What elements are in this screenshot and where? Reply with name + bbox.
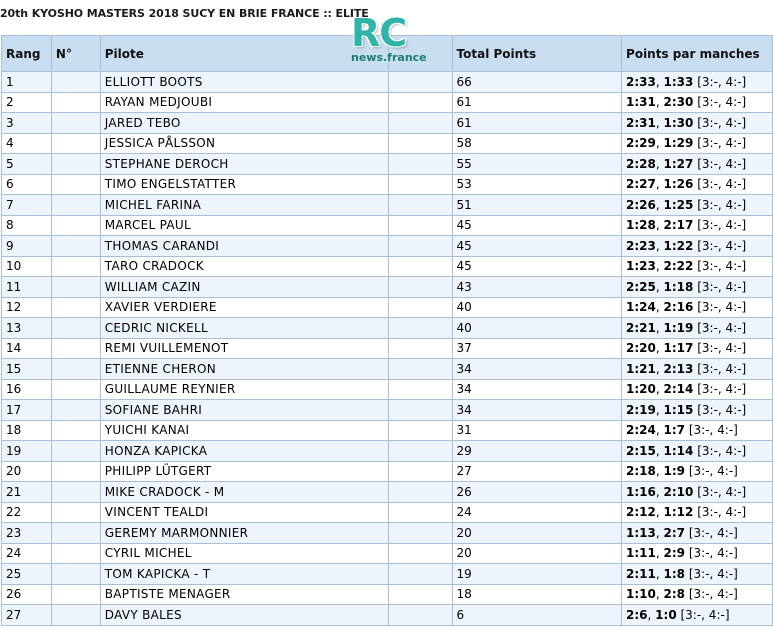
cell-pilote: GEREMY MARMONNIER bbox=[100, 523, 388, 544]
cell-number bbox=[51, 564, 100, 585]
cell-total-points: 43 bbox=[452, 277, 621, 298]
manche-1-points: 1:24 bbox=[626, 300, 656, 315]
cell-pilote: TIMO ENGELSTATTER bbox=[100, 174, 388, 195]
cell-pilote: ETIENNE CHERON bbox=[100, 359, 388, 380]
manche-rest: [3:-, 4:-] bbox=[693, 218, 747, 233]
cell-rang: 2 bbox=[2, 92, 52, 113]
cell-number bbox=[51, 113, 100, 134]
manche-rest: [3:-, 4:-] bbox=[693, 74, 747, 89]
cell-number bbox=[51, 174, 100, 195]
table-row[interactable] bbox=[2, 297, 773, 318]
table-row[interactable] bbox=[2, 256, 773, 277]
rcnews-logo bbox=[349, 13, 439, 69]
manche-1-points: 2:28 bbox=[626, 156, 656, 171]
header-points-par-manches[interactable]: Points par manches bbox=[622, 36, 773, 72]
cell-rang: 21 bbox=[2, 482, 52, 503]
manche-rest: [3:-, 4:-] bbox=[693, 361, 747, 376]
manche-rest: [3:-, 4:-] bbox=[685, 587, 738, 602]
manche-2-points: 1:15 bbox=[663, 402, 694, 417]
cell-rang: 13 bbox=[2, 318, 52, 339]
cell-points-par-manches: 2:27, 1:26 [3:-, 4:-] bbox=[622, 174, 773, 195]
cell-number bbox=[51, 420, 100, 441]
manche-1-points: 1:13 bbox=[626, 525, 656, 540]
cell-pilote: CEDRIC NICKELL bbox=[100, 318, 388, 339]
cell-number bbox=[51, 236, 100, 257]
cell-number bbox=[51, 154, 100, 175]
manche-rest: [3:-, 4:-] bbox=[693, 238, 747, 253]
manche-rest: [3:-, 4:-] bbox=[693, 320, 747, 335]
cell-total-points: 40 bbox=[452, 318, 621, 339]
manche-2-points: 2:16 bbox=[663, 300, 694, 315]
manche-2-points: 2:30 bbox=[663, 95, 694, 110]
cell-number bbox=[51, 359, 100, 380]
cell-rang: 20 bbox=[2, 461, 52, 482]
manche-rest: [3:-, 4:-] bbox=[685, 525, 738, 540]
cell-total-points: 6 bbox=[452, 605, 621, 626]
manche-rest: [3:-, 4:-] bbox=[693, 197, 747, 212]
cell-points-par-manches: 2:26, 1:25 [3:-, 4:-] bbox=[622, 195, 773, 216]
cell-number bbox=[51, 92, 100, 113]
cell-blank bbox=[388, 72, 452, 93]
cell-number bbox=[51, 400, 100, 421]
cell-points-par-manches: 2:6, 1:0 [3:-, 4:-] bbox=[622, 605, 773, 626]
cell-points-par-manches: 2:25, 1:18 [3:-, 4:-] bbox=[622, 277, 773, 298]
cell-number bbox=[51, 297, 100, 318]
cell-blank bbox=[388, 379, 452, 400]
cell-total-points: 66 bbox=[452, 72, 621, 93]
manche-2-points: 1:26 bbox=[663, 177, 694, 192]
cell-number bbox=[51, 482, 100, 503]
cell-number bbox=[51, 502, 100, 523]
cell-points-par-manches: 1:24, 2:16 [3:-, 4:-] bbox=[622, 297, 773, 318]
manche-1-points: 2:15 bbox=[626, 443, 656, 458]
manche-1-points: 1:16 bbox=[626, 484, 656, 499]
cell-number bbox=[51, 277, 100, 298]
manche-rest: [3:-, 4:-] bbox=[693, 95, 747, 110]
cell-rang: 11 bbox=[2, 277, 52, 298]
cell-pilote: MICHEL FARINA bbox=[100, 195, 388, 216]
manche-rest: [3:-, 4:-] bbox=[693, 177, 747, 192]
cell-total-points: 37 bbox=[452, 338, 621, 359]
manche-2-points: 1:12 bbox=[663, 505, 694, 520]
cell-pilote: MARCEL PAUL bbox=[100, 215, 388, 236]
manche-2-points: 1:18 bbox=[663, 279, 694, 294]
table-row[interactable] bbox=[2, 195, 773, 216]
cell-blank bbox=[388, 318, 452, 339]
cell-total-points: 26 bbox=[452, 482, 621, 503]
cell-pilote: DAVY BALES bbox=[100, 605, 388, 626]
cell-total-points: 34 bbox=[452, 379, 621, 400]
cell-blank bbox=[388, 297, 452, 318]
manche-rest: [3:-, 4:-] bbox=[693, 402, 747, 417]
cell-total-points: 19 bbox=[452, 564, 621, 585]
header-number[interactable]: N° bbox=[51, 36, 100, 72]
cell-total-points: 45 bbox=[452, 215, 621, 236]
table-row[interactable] bbox=[2, 338, 773, 359]
table-row[interactable] bbox=[2, 277, 773, 298]
cell-total-points: 61 bbox=[452, 92, 621, 113]
header-rang[interactable]: Rang bbox=[2, 36, 52, 72]
manche-1-points: 2:21 bbox=[626, 320, 656, 335]
cell-pilote: JESSICA PÅLSSON bbox=[100, 133, 388, 154]
manche-2-points: 1:0 bbox=[655, 607, 677, 622]
cell-points-par-manches: 2:24, 1:7 [3:-, 4:-] bbox=[622, 420, 773, 441]
table-row[interactable] bbox=[2, 318, 773, 339]
cell-blank bbox=[388, 92, 452, 113]
manche-1-points: 2:26 bbox=[626, 197, 656, 212]
cell-rang: 8 bbox=[2, 215, 52, 236]
manche-rest: [3:-, 4:-] bbox=[685, 566, 738, 581]
results-table bbox=[1, 35, 773, 626]
manche-1-points: 2:31 bbox=[626, 115, 656, 130]
cell-pilote: PHILIPP LÜTGERT bbox=[100, 461, 388, 482]
cell-rang: 27 bbox=[2, 605, 52, 626]
cell-points-par-manches: 1:11, 2:9 [3:-, 4:-] bbox=[622, 543, 773, 564]
cell-total-points: 51 bbox=[452, 195, 621, 216]
cell-blank bbox=[388, 400, 452, 421]
cell-blank bbox=[388, 359, 452, 380]
cell-blank bbox=[388, 543, 452, 564]
cell-rang: 26 bbox=[2, 584, 52, 605]
cell-total-points: 55 bbox=[452, 154, 621, 175]
manche-rest: [3:-, 4:-] bbox=[685, 546, 738, 561]
cell-total-points: 24 bbox=[452, 502, 621, 523]
cell-rang: 24 bbox=[2, 543, 52, 564]
cell-number bbox=[51, 318, 100, 339]
cell-number bbox=[51, 215, 100, 236]
table-row[interactable] bbox=[2, 379, 773, 400]
manche-rest: [3:-, 4:-] bbox=[693, 279, 747, 294]
cell-points-par-manches: 2:23, 1:22 [3:-, 4:-] bbox=[622, 236, 773, 257]
cell-total-points: 34 bbox=[452, 359, 621, 380]
cell-total-points: 31 bbox=[452, 420, 621, 441]
manche-2-points: 2:7 bbox=[663, 525, 686, 540]
cell-number bbox=[51, 523, 100, 544]
manche-2-points: 2:8 bbox=[663, 587, 686, 602]
cell-pilote: VINCENT TEALDI bbox=[100, 502, 388, 523]
cell-total-points: 58 bbox=[452, 133, 621, 154]
manche-1-points: 2:23 bbox=[626, 238, 656, 253]
cell-blank bbox=[388, 420, 452, 441]
manche-2-points: 1:27 bbox=[663, 156, 694, 171]
table-row[interactable] bbox=[2, 461, 773, 482]
manche-rest: [3:-, 4:-] bbox=[693, 156, 747, 171]
cell-blank bbox=[388, 113, 452, 134]
cell-blank bbox=[388, 441, 452, 462]
cell-total-points: 27 bbox=[452, 461, 621, 482]
manche-1-points: 2:25 bbox=[626, 279, 656, 294]
cell-rang: 19 bbox=[2, 441, 52, 462]
cell-points-par-manches: 2:29, 1:29 [3:-, 4:-] bbox=[622, 133, 773, 154]
manche-1-points: 2:33 bbox=[626, 74, 656, 89]
cell-blank bbox=[388, 256, 452, 277]
manche-1-points: 2:11 bbox=[626, 566, 656, 581]
manche-1-points: 2:19 bbox=[626, 402, 656, 417]
manche-2-points: 2:17 bbox=[663, 218, 694, 233]
manche-1-points: 1:31 bbox=[626, 95, 656, 110]
cell-total-points: 53 bbox=[452, 174, 621, 195]
cell-pilote: TARO CRADOCK bbox=[100, 256, 388, 277]
manche-1-points: 2:29 bbox=[626, 136, 656, 151]
manche-1-points: 2:12 bbox=[626, 505, 656, 520]
manche-2-points: 1:19 bbox=[663, 320, 694, 335]
manche-rest: [3:-, 4:-] bbox=[693, 341, 747, 356]
cell-total-points: 45 bbox=[452, 256, 621, 277]
cell-pilote: REMI VUILLEMENOT bbox=[100, 338, 388, 359]
cell-number bbox=[51, 584, 100, 605]
cell-total-points: 34 bbox=[452, 400, 621, 421]
table-row[interactable] bbox=[2, 113, 773, 134]
cell-rang: 17 bbox=[2, 400, 52, 421]
cell-points-par-manches: 2:21, 1:19 [3:-, 4:-] bbox=[622, 318, 773, 339]
cell-number bbox=[51, 461, 100, 482]
table-row[interactable] bbox=[2, 502, 773, 523]
cell-blank bbox=[388, 174, 452, 195]
cell-pilote: WILLIAM CAZIN bbox=[100, 277, 388, 298]
manche-1-points: 1:11 bbox=[626, 546, 656, 561]
cell-rang: 15 bbox=[2, 359, 52, 380]
table-row[interactable] bbox=[2, 72, 773, 93]
cell-points-par-manches: 2:20, 1:17 [3:-, 4:-] bbox=[622, 338, 773, 359]
cell-rang: 14 bbox=[2, 338, 52, 359]
cell-blank bbox=[388, 502, 452, 523]
manche-2-points: 2:9 bbox=[663, 546, 686, 561]
cell-total-points: 18 bbox=[452, 584, 621, 605]
table-row[interactable] bbox=[2, 174, 773, 195]
table-row[interactable] bbox=[2, 543, 773, 564]
cell-points-par-manches: 2:15, 1:14 [3:-, 4:-] bbox=[622, 441, 773, 462]
cell-number bbox=[51, 605, 100, 626]
manche-2-points: 1:25 bbox=[663, 197, 694, 212]
manche-rest: [3:-, 4:-] bbox=[693, 259, 747, 274]
manche-2-points: 1:29 bbox=[663, 136, 694, 151]
cell-pilote: BAPTISTE MENAGER bbox=[100, 584, 388, 605]
cell-pilote: GUILLAUME REYNIER bbox=[100, 379, 388, 400]
cell-rang: 7 bbox=[2, 195, 52, 216]
manche-2-points: 1:9 bbox=[663, 464, 686, 479]
cell-pilote: TOM KAPICKA - T bbox=[100, 564, 388, 585]
cell-total-points: 20 bbox=[452, 543, 621, 564]
cell-blank bbox=[388, 215, 452, 236]
manche-2-points: 1:17 bbox=[663, 341, 694, 356]
cell-blank bbox=[388, 154, 452, 175]
table-row[interactable] bbox=[2, 564, 773, 585]
cell-points-par-manches: 1:13, 2:7 [3:-, 4:-] bbox=[622, 523, 773, 544]
cell-rang: 3 bbox=[2, 113, 52, 134]
manche-1-points: 2:6 bbox=[626, 607, 648, 622]
cell-pilote: STEPHANE DEROCH bbox=[100, 154, 388, 175]
cell-rang: 18 bbox=[2, 420, 52, 441]
cell-pilote: CYRIL MICHEL bbox=[100, 543, 388, 564]
manche-1-points: 1:23 bbox=[626, 259, 656, 274]
cell-points-par-manches: 2:11, 1:8 [3:-, 4:-] bbox=[622, 564, 773, 585]
cell-points-par-manches: 2:19, 1:15 [3:-, 4:-] bbox=[622, 400, 773, 421]
header-pilote[interactable]: Pilote bbox=[100, 36, 388, 72]
cell-blank bbox=[388, 277, 452, 298]
table-row[interactable] bbox=[2, 359, 773, 380]
table-row[interactable] bbox=[2, 605, 773, 626]
header-total-points[interactable]: Total Points bbox=[452, 36, 621, 72]
manche-2-points: 1:33 bbox=[663, 74, 694, 89]
manche-rest: [3:-, 4:-] bbox=[693, 300, 747, 315]
cell-pilote: YUICHI KANAI bbox=[100, 420, 388, 441]
cell-points-par-manches: 1:20, 2:14 [3:-, 4:-] bbox=[622, 379, 773, 400]
cell-points-par-manches: 1:28, 2:17 [3:-, 4:-] bbox=[622, 215, 773, 236]
manche-rest: [3:-, 4:-] bbox=[693, 484, 747, 499]
cell-blank bbox=[388, 482, 452, 503]
table-row[interactable] bbox=[2, 523, 773, 544]
cell-points-par-manches: 2:28, 1:27 [3:-, 4:-] bbox=[622, 154, 773, 175]
table-row[interactable] bbox=[2, 441, 773, 462]
manche-rest: [3:-, 4:-] bbox=[685, 464, 738, 479]
manche-rest: [3:-, 4:-] bbox=[693, 443, 747, 458]
manche-rest: [3:-, 4:-] bbox=[693, 136, 747, 151]
cell-rang: 10 bbox=[2, 256, 52, 277]
cell-number bbox=[51, 441, 100, 462]
table-row[interactable] bbox=[2, 236, 773, 257]
cell-blank bbox=[388, 564, 452, 585]
manche-1-points: 1:20 bbox=[626, 382, 656, 397]
logo-news-text: news.france bbox=[351, 51, 427, 64]
table-row[interactable] bbox=[2, 400, 773, 421]
manche-1-points: 2:27 bbox=[626, 177, 656, 192]
manche-2-points: 1:7 bbox=[663, 423, 686, 438]
table-row[interactable] bbox=[2, 92, 773, 113]
cell-total-points: 20 bbox=[452, 523, 621, 544]
manche-1-points: 2:18 bbox=[626, 464, 656, 479]
cell-total-points: 45 bbox=[452, 236, 621, 257]
cell-number bbox=[51, 256, 100, 277]
cell-total-points: 61 bbox=[452, 113, 621, 134]
cell-points-par-manches: 2:18, 1:9 [3:-, 4:-] bbox=[622, 461, 773, 482]
cell-number bbox=[51, 195, 100, 216]
manche-1-points: 1:10 bbox=[626, 587, 656, 602]
cell-total-points: 29 bbox=[452, 441, 621, 462]
cell-rang: 25 bbox=[2, 564, 52, 585]
cell-points-par-manches: 2:33, 1:33 [3:-, 4:-] bbox=[622, 72, 773, 93]
page-title: 20th KYOSHO MASTERS 2018 SUCY EN BRIE FRANCE :: ELITE bbox=[0, 7, 369, 20]
manche-2-points: 2:10 bbox=[663, 484, 694, 499]
cell-total-points: 40 bbox=[452, 297, 621, 318]
cell-number bbox=[51, 133, 100, 154]
manche-2-points: 2:14 bbox=[663, 382, 694, 397]
manche-rest: [3:-, 4:-] bbox=[693, 382, 747, 397]
manche-2-points: 2:13 bbox=[663, 361, 694, 376]
cell-points-par-manches: 1:31, 2:30 [3:-, 4:-] bbox=[622, 92, 773, 113]
cell-points-par-manches: 2:31, 1:30 [3:-, 4:-] bbox=[622, 113, 773, 134]
manche-1-points: 2:24 bbox=[626, 423, 656, 438]
cell-points-par-manches: 1:23, 2:22 [3:-, 4:-] bbox=[622, 256, 773, 277]
manche-2-points: 2:22 bbox=[663, 259, 694, 274]
cell-number bbox=[51, 379, 100, 400]
cell-pilote: SOFIANE BAHRI bbox=[100, 400, 388, 421]
manche-rest: [3:-, 4:-] bbox=[676, 607, 730, 622]
cell-number bbox=[51, 72, 100, 93]
table-row[interactable] bbox=[2, 133, 773, 154]
cell-rang: 22 bbox=[2, 502, 52, 523]
table-row[interactable] bbox=[2, 215, 773, 236]
cell-rang: 5 bbox=[2, 154, 52, 175]
cell-pilote: RAYAN MEDJOUBI bbox=[100, 92, 388, 113]
cell-points-par-manches: 2:12, 1:12 [3:-, 4:-] bbox=[622, 502, 773, 523]
cell-blank bbox=[388, 523, 452, 544]
cell-number bbox=[51, 543, 100, 564]
cell-rang: 16 bbox=[2, 379, 52, 400]
cell-pilote: MIKE CRADOCK - M bbox=[100, 482, 388, 503]
cell-pilote: THOMAS CARANDI bbox=[100, 236, 388, 257]
cell-blank bbox=[388, 236, 452, 257]
cell-rang: 23 bbox=[2, 523, 52, 544]
table-row[interactable] bbox=[2, 420, 773, 441]
cell-points-par-manches: 1:16, 2:10 [3:-, 4:-] bbox=[622, 482, 773, 503]
cell-pilote: XAVIER VERDIERE bbox=[100, 297, 388, 318]
manche-2-points: 1:14 bbox=[663, 443, 694, 458]
cell-pilote: ELLIOTT BOOTS bbox=[100, 72, 388, 93]
cell-rang: 12 bbox=[2, 297, 52, 318]
cell-blank bbox=[388, 195, 452, 216]
cell-blank bbox=[388, 461, 452, 482]
manche-1-points: 1:21 bbox=[626, 361, 656, 376]
manche-1-points: 2:20 bbox=[626, 341, 656, 356]
cell-rang: 1 bbox=[2, 72, 52, 93]
table-row[interactable] bbox=[2, 482, 773, 503]
manche-1-points: 1:28 bbox=[626, 218, 656, 233]
cell-rang: 6 bbox=[2, 174, 52, 195]
table-row[interactable] bbox=[2, 584, 773, 605]
cell-blank bbox=[388, 338, 452, 359]
cell-blank bbox=[388, 584, 452, 605]
cell-pilote: JARED TEBO bbox=[100, 113, 388, 134]
manche-2-points: 1:30 bbox=[663, 115, 694, 130]
manche-rest: [3:-, 4:-] bbox=[693, 505, 747, 520]
cell-rang: 9 bbox=[2, 236, 52, 257]
manche-rest: [3:-, 4:-] bbox=[685, 423, 738, 438]
cell-number bbox=[51, 338, 100, 359]
cell-pilote: HONZA KAPICKA bbox=[100, 441, 388, 462]
table-row[interactable] bbox=[2, 154, 773, 175]
manche-rest: [3:-, 4:-] bbox=[693, 115, 747, 130]
cell-points-par-manches: 1:10, 2:8 [3:-, 4:-] bbox=[622, 584, 773, 605]
logo-rc-text: RC bbox=[351, 11, 407, 55]
manche-2-points: 1:22 bbox=[663, 238, 694, 253]
cell-blank bbox=[388, 605, 452, 626]
cell-rang: 4 bbox=[2, 133, 52, 154]
manche-2-points: 1:8 bbox=[663, 566, 686, 581]
cell-blank bbox=[388, 133, 452, 154]
cell-points-par-manches: 1:21, 2:13 [3:-, 4:-] bbox=[622, 359, 773, 380]
